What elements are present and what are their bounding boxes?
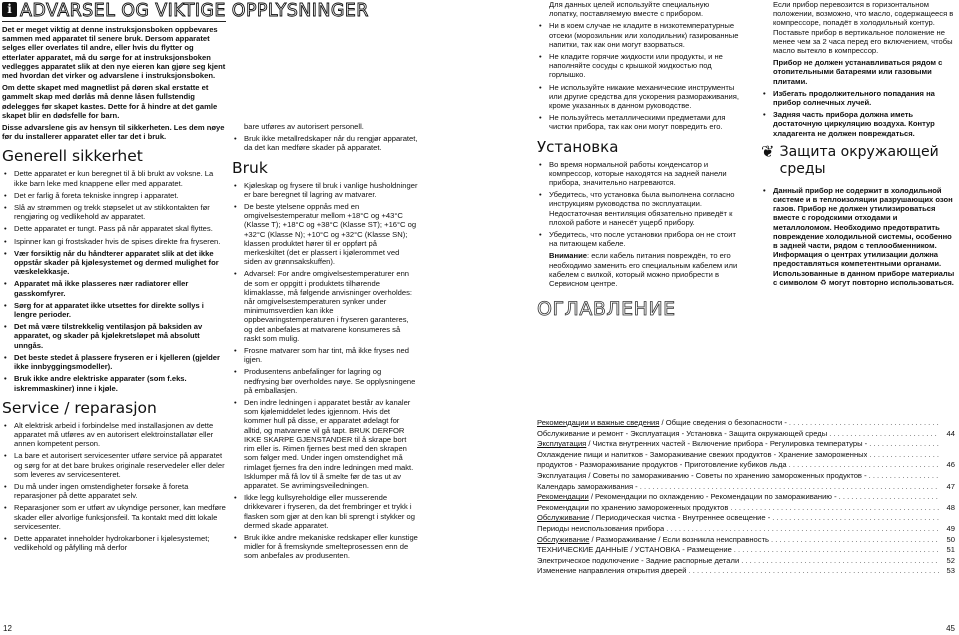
toc-entry-lead: Рекомендации	[537, 492, 589, 502]
list-item: • Ikke legg kullsyreholdige eller musserende drikkevarer i fryseren, da det frembringer et trykk i flasken som gjør at den kan bli sprengt i stykker og dermed skade apparatet.	[232, 493, 418, 530]
toc-entry-text	[537, 492, 837, 503]
page-number-left: 12	[3, 623, 12, 633]
list-item: • Du må under ingen omstendigheter forsøke å foreta reparasjoner på dette apparatet selv.	[2, 482, 226, 500]
continued-text: Если прибор перевозится в горизонтальном положении, возможно, что масло, содержащееся в компрессоре, попадёт в холодильный контур. Поставьте прибор в вертикальное положение не менее чем за 2 часа перед его включением, чтобы масло вытекло в компрессор.	[773, 0, 954, 56]
list-item: • Во время нормальной работы конденсатор и компрессор, которые находятся на задней панели прибора, значительно нагреваются.	[537, 160, 739, 188]
list-item: • Ispinner kan gi frostskader hvis de spises direkte fra fryseren.	[2, 237, 226, 246]
toc-entry-rest: Рекомендации по хранению замороженных продуктов	[537, 502, 729, 512]
toc-leader-dots	[728, 503, 939, 514]
toc-entry-rest: Электрическое подключение - Задние распорные детали	[537, 555, 740, 565]
toc-entry-rest: / Общие сведения о безопасности -	[659, 418, 787, 427]
toc-entry-rest: Обслуживание и ремонт - Эксплуатация - Установка - Защита окружающей среды	[537, 428, 828, 438]
eco-list	[761, 186, 957, 287]
toc-entry-rest: Охлаждение пищи и напитков - Замораживание свежих продуктов - Хранение замороженных	[537, 449, 868, 459]
list-item: • Dette apparatet inneholder hydrokarboner i kjølesystemet; vedlikehold og påfylling må derfor	[2, 534, 226, 552]
toc-row[interactable]	[537, 524, 955, 535]
list-item: • Dette apparatet er kun beregnet til å bli brukt av voksne. La ikke barn leke med knappene eller med apparatet.	[2, 169, 226, 187]
toc-entry-text	[537, 439, 867, 450]
toc-page-number: 51	[946, 545, 955, 555]
toc-page-number: 50	[946, 534, 955, 544]
toc-entry-rest: Периоды неиспользования прибора	[537, 523, 665, 533]
list-item: • Избегать продолжительного попадания на прибор солнечных лучей.	[761, 89, 957, 107]
toc-entry-lead: Обслуживание	[537, 513, 590, 523]
list-item: • Убедитесь, что установка была выполнена согласно инструкциям руководства по эксплуатации. Недостаточная вентиляция обязательно приведёт к плохой работе и нанесёт ущерб прибору.	[537, 190, 739, 227]
list-item: • Bruk ikke andre mekaniske redskaper eller kunstige midler for å fremskynde smelteprosessen enn de som anbefales av produsenten.	[232, 533, 418, 561]
toc-entry-rest: продуктов - Размораживание продуктов - Приготовление кубиков льда	[537, 460, 787, 470]
toc-leader-dots	[687, 566, 940, 577]
warning-text: Прибор не должен устанавливаться рядом с отопительными батареями или газовыми плитами.	[773, 58, 943, 86]
list-item: • Apparatet må ikke plasseres nær radiatorer eller gasskomfyrer.	[2, 279, 226, 297]
list-item	[761, 186, 957, 287]
toc-entry-rest: Эксплуатация / Советы по замораживанию - Советы по хранению замороженных продуктов -	[537, 470, 867, 480]
continued-text: bare utføres av autorisert personell.	[244, 122, 364, 131]
toc-entry-rest: ТЕХНИЧЕСКИЕ ДАННЫЕ / УСТАНОВКА - Размещение	[537, 545, 732, 555]
list-item: • Reparasjoner som er utført av ukyndige personer, kan medføre skader eller alvorlige funksjonsfeil. Ta kontakt med ditt lokale servicesenter.	[2, 503, 226, 531]
toc-entry-rest: / Периодическая чистка - Внутреннее освещение -	[589, 513, 771, 523]
intro-paragraph: Det er meget viktig at denne instruksjonsboken oppbevares sammen med apparatet til senere bruk. Dersom apparatet selges eller overlates til andre, eller hvis du flytter og etterlater apparatet, må du sørge for at instruksjonsboken vedlegges apparatet slik at den nye eieren kan gjøre seg kjent med hvordan det virker og advarslene i instruksjonsboken.	[2, 25, 226, 81]
leaf-icon: ❦	[761, 143, 775, 161]
toc-row[interactable]	[537, 556, 955, 567]
toc-leader-dots	[867, 471, 939, 482]
toc-entry-lead: Эксплуатация	[537, 439, 587, 449]
toc-entry-text	[537, 513, 770, 524]
list-item: • Kjøleskap og frysere til bruk i vanlige husholdninger er bare beregnet til lagring av matvarer.	[232, 181, 418, 199]
toc-heading: ОГЛАВЛЕНИЕ	[537, 298, 676, 321]
list-item: • La bare et autorisert servicesenter utføre service på apparatet og sørg for at det bare brukes originale reservedeler eller deler som leveres av servicesenteret.	[2, 451, 226, 479]
list-item: • Задняя часть прибора должна иметь достаточную циркуляцию воздуха. Контур хладагента не должен повреждаться.	[761, 110, 957, 138]
toc-leader-dots	[664, 524, 939, 535]
toc-leader-dots	[867, 450, 939, 461]
section-heading-general: Generell sikkerhet	[2, 147, 143, 166]
toc-entry-lead: Обслуживание	[537, 534, 590, 544]
continued-text: Для данных целей используйте специальную лопатку, поставляемую вместе с прибором.	[549, 0, 710, 19]
toc-row[interactable]	[537, 482, 955, 493]
eco-text-end: могут повторно использоваться.	[828, 277, 954, 287]
toc-row[interactable]	[537, 566, 955, 577]
toc-row[interactable]	[537, 492, 955, 503]
list-item: • Убедитесь, что после установки прибора он не стоит на питающем кабеле.	[537, 230, 739, 248]
list-item: • Det beste stedet å plassere fryseren er i kjelleren (gjelder ikke innbyggingsmodeller).	[2, 353, 226, 371]
eco-text: Данный прибор не содержит в холодильной системе и в теплоизоляции разрушающих озон газов. Прибор не должен утилизироваться вместе с городскими отходами и металлоломом. Необходимо предотвратить повреждение холодильной системы, особенно в задней части, рядом с теплообменником. Информация о центрах утилизации должна предоставляться компетентными органами. Использованные в данном приборе материалы с символом	[773, 185, 955, 287]
intro-paragraph: Om dette skapet med magnetlist på døren skal erstatte et gammelt skap med dørlås må denne låsen fullstendig ødelegges før skapet kastes. Dette for å hindre at det gamle skapet blir en dødsfelle for barn.	[2, 83, 218, 120]
toc-page-number: 47	[946, 481, 955, 491]
list-item: • Не пользуйтесь металлическими предметами для чистки прибора, так как они могут повредить его.	[537, 113, 739, 131]
toc-leader-dots	[638, 482, 939, 493]
install-note	[537, 251, 739, 288]
info-icon: i	[2, 2, 17, 17]
list-item: • Sørg for at apparatet ikke utsettes for direkte sollys i lengre perioder.	[2, 301, 226, 319]
table-of-contents	[537, 418, 955, 577]
bruk-list	[232, 181, 418, 561]
toc-page-number: 48	[946, 502, 955, 512]
list-item: • Det må være tilstrekkelig ventilasjon på baksiden av apparatet, og skader på kjølekretsløpet må absolutt unngås.	[2, 322, 226, 350]
toc-leader-dots	[732, 545, 939, 556]
list-item: • De beste ytelsene oppnås med en omgivelsestemperatur mellom +18°C og +43°C (Klasse T); +18°C og +38°C (Klasse ST); +16°C og +32°C (Klasse N); +10°C og +32°C (Klasse SN); klassen produktet hører til er oppført på merkeskiltet (det er plassert i kjølerommet ved siden av grønnsakskuffen).	[232, 202, 418, 266]
toc-leader-dots	[739, 556, 939, 567]
list-item: • Den indre ledningen i apparatet består av kanaler som kjølemiddelet ledes igjennom. Hvis det kommer hull på disse, er apparatet ødelagt for alltid, og matvarene vil gå tapt. BRUK DERFOR IKKE SKARPE GJENSTANDER til å skrape bort rim eller is. Rimen fjernes best med den skrapen som følger med. Under ingen omstendighet må rimlaget fjernes fra den indre ledningen med makt. Isklumper må få lov til å smelte før de tas ut av apparatet. Se avrimingsveiledningen.	[232, 398, 418, 490]
general-list	[2, 169, 226, 392]
list-item: • Frosne matvarer som har tint, må ikke fryses ned igjen.	[232, 346, 418, 364]
list-item: • Advarsel: For andre omgivelsestemperaturer enn de som er oppgitt i produktets tilhørende klimaklasse, må følgende anvisninger overholdes: når omgivelsestemperaturen synker under minimumsverdien kan ikke oppbevaringstemperaturen i fryseren garanteres, og det anbefales at matvarene konsumeres så raskt som mulig.	[232, 269, 418, 343]
list-item: • Не используйте никакие механические инструменты или другие средства для ускорения размораживания, кроме указанных в данном руководстве.	[537, 83, 739, 111]
toc-leader-dots	[827, 429, 939, 440]
toc-row[interactable]	[537, 545, 955, 556]
toc-entry-rest: Изменение направления открытия дверей	[537, 566, 687, 576]
toc-entry-text	[537, 535, 769, 546]
title-bar	[2, 0, 369, 22]
service-list	[2, 421, 226, 553]
toc-entry-text	[537, 460, 787, 471]
toc-row[interactable]	[537, 418, 955, 429]
toc-leader-dots	[770, 513, 939, 524]
list-item: • Produsentens anbefalinger for lagring og nedfrysing bør overholdes nøye. Se opplysningene på emballasjen.	[232, 367, 418, 395]
toc-entry-text	[537, 418, 787, 429]
toc-entry-text	[537, 556, 739, 567]
toc-leader-dots	[787, 418, 939, 429]
list-top	[232, 134, 418, 152]
toc-entry-text	[537, 429, 827, 440]
recycle-icon: ♻	[819, 277, 827, 287]
toc-row[interactable]	[537, 513, 955, 524]
list-item: • Dette apparatet er tungt. Pass på når apparatet skal flyttes.	[2, 224, 226, 233]
toc-entry-lead: Рекомендации и важные сведения	[537, 418, 660, 427]
section-heading-service: Service / reparasjon	[2, 398, 157, 417]
eco-header	[761, 144, 957, 178]
column-russian-right	[761, 0, 957, 290]
column-russian-left	[537, 0, 739, 328]
page-title: ADVARSEL OG VIKTIGE OPPLYSNINGER	[20, 1, 369, 21]
list-item: • Ни в коем случае не кладите в низкотемпературные отсеки (морозильник или холодильник) газированные напитки, так как они могут взорваться.	[537, 21, 739, 49]
list-item: • Det er farlig å foreta tekniske inngrep i apparatet.	[2, 191, 226, 200]
toc-row[interactable]	[537, 460, 955, 471]
toc-entry-text	[537, 471, 867, 482]
note-label: Внимание	[549, 251, 587, 261]
toc-entry-text	[537, 566, 687, 577]
toc-page-number: 52	[946, 555, 955, 565]
list-item: • Bruk ikke metallredskaper når du rengjør apparatet, da det kan medføre skader på apparatet.	[232, 134, 418, 152]
toc-entry-text	[537, 524, 664, 535]
section-heading-install: Установка	[537, 137, 619, 156]
page-number-right: 45	[946, 623, 955, 633]
list-item: • Не кладите горячие жидкости или продукты, и не наполняйте сосуды с крышкой жидкостью под горлышко.	[537, 52, 739, 80]
ru-list-right	[761, 89, 957, 138]
toc-row[interactable]	[537, 439, 955, 450]
toc-leader-dots	[867, 439, 939, 450]
toc-entry-rest: Календарь замораживания -	[537, 481, 638, 491]
ru-list-top	[537, 21, 739, 131]
toc-row[interactable]	[537, 503, 955, 514]
toc-row[interactable]	[537, 471, 955, 482]
list-item: • Bruk ikke andre elektriske apparater (som f.eks. iskremmaskiner) inne i kjøle.	[2, 374, 226, 392]
column-middle	[232, 122, 418, 564]
install-list	[537, 160, 739, 249]
toc-entry-rest: / Рекомендации по охлаждению - Рекомендации по замораживанию -	[588, 492, 837, 502]
toc-leader-dots	[787, 460, 939, 471]
toc-row[interactable]	[537, 429, 955, 440]
section-heading-bruk: Bruk	[232, 158, 268, 177]
toc-row[interactable]	[537, 450, 955, 461]
intro-paragraph: Disse advarslene gis av hensyn til sikkerheten. Les dem nøye før du installerer apparatet eller tar det i bruk.	[2, 123, 225, 142]
toc-entry-text	[537, 450, 867, 461]
toc-page-number: 44	[946, 428, 955, 438]
toc-entry-text	[537, 545, 732, 556]
list-item: • Slå av strømmen og trekk støpselet ut av stikkontakten før rengjøring og vedlikehold av apparatet.	[2, 203, 226, 221]
toc-entry-rest: / Размораживание / Если возникла неисправность	[589, 534, 770, 544]
toc-leader-dots	[837, 492, 939, 503]
list-item: • Vær forsiktig når du håndterer apparatet slik at det ikke oppstår skader på kjølesystemet og dermed mulighet for væskelekkasje.	[2, 249, 226, 277]
toc-row[interactable]	[537, 535, 955, 546]
section-heading-eco: Защита окружающей среды	[779, 143, 939, 177]
toc-entry-rest: / Чистка внутренних частей - Включение прибора - Регулировка температуры -	[586, 439, 868, 449]
toc-page-number: 49	[946, 523, 955, 533]
toc-page-number: 53	[946, 566, 955, 576]
toc-page-number: 46	[946, 460, 955, 470]
toc-entry-text	[537, 503, 728, 514]
toc-list	[537, 418, 955, 577]
toc-leader-dots	[769, 535, 939, 546]
note-text: : если кабель питания повреждён, то его необходимо заменить его специальным кабелем или кабелем с вилкой, который можно приобрести в Сервисном центре.	[549, 251, 738, 289]
list-item: • Alt elektrisk arbeid i forbindelse med installasjonen av dette apparatet må utføres av en autorisert elektroinstallatør eller annen kompetent person.	[2, 421, 226, 449]
toc-entry-text	[537, 482, 638, 493]
